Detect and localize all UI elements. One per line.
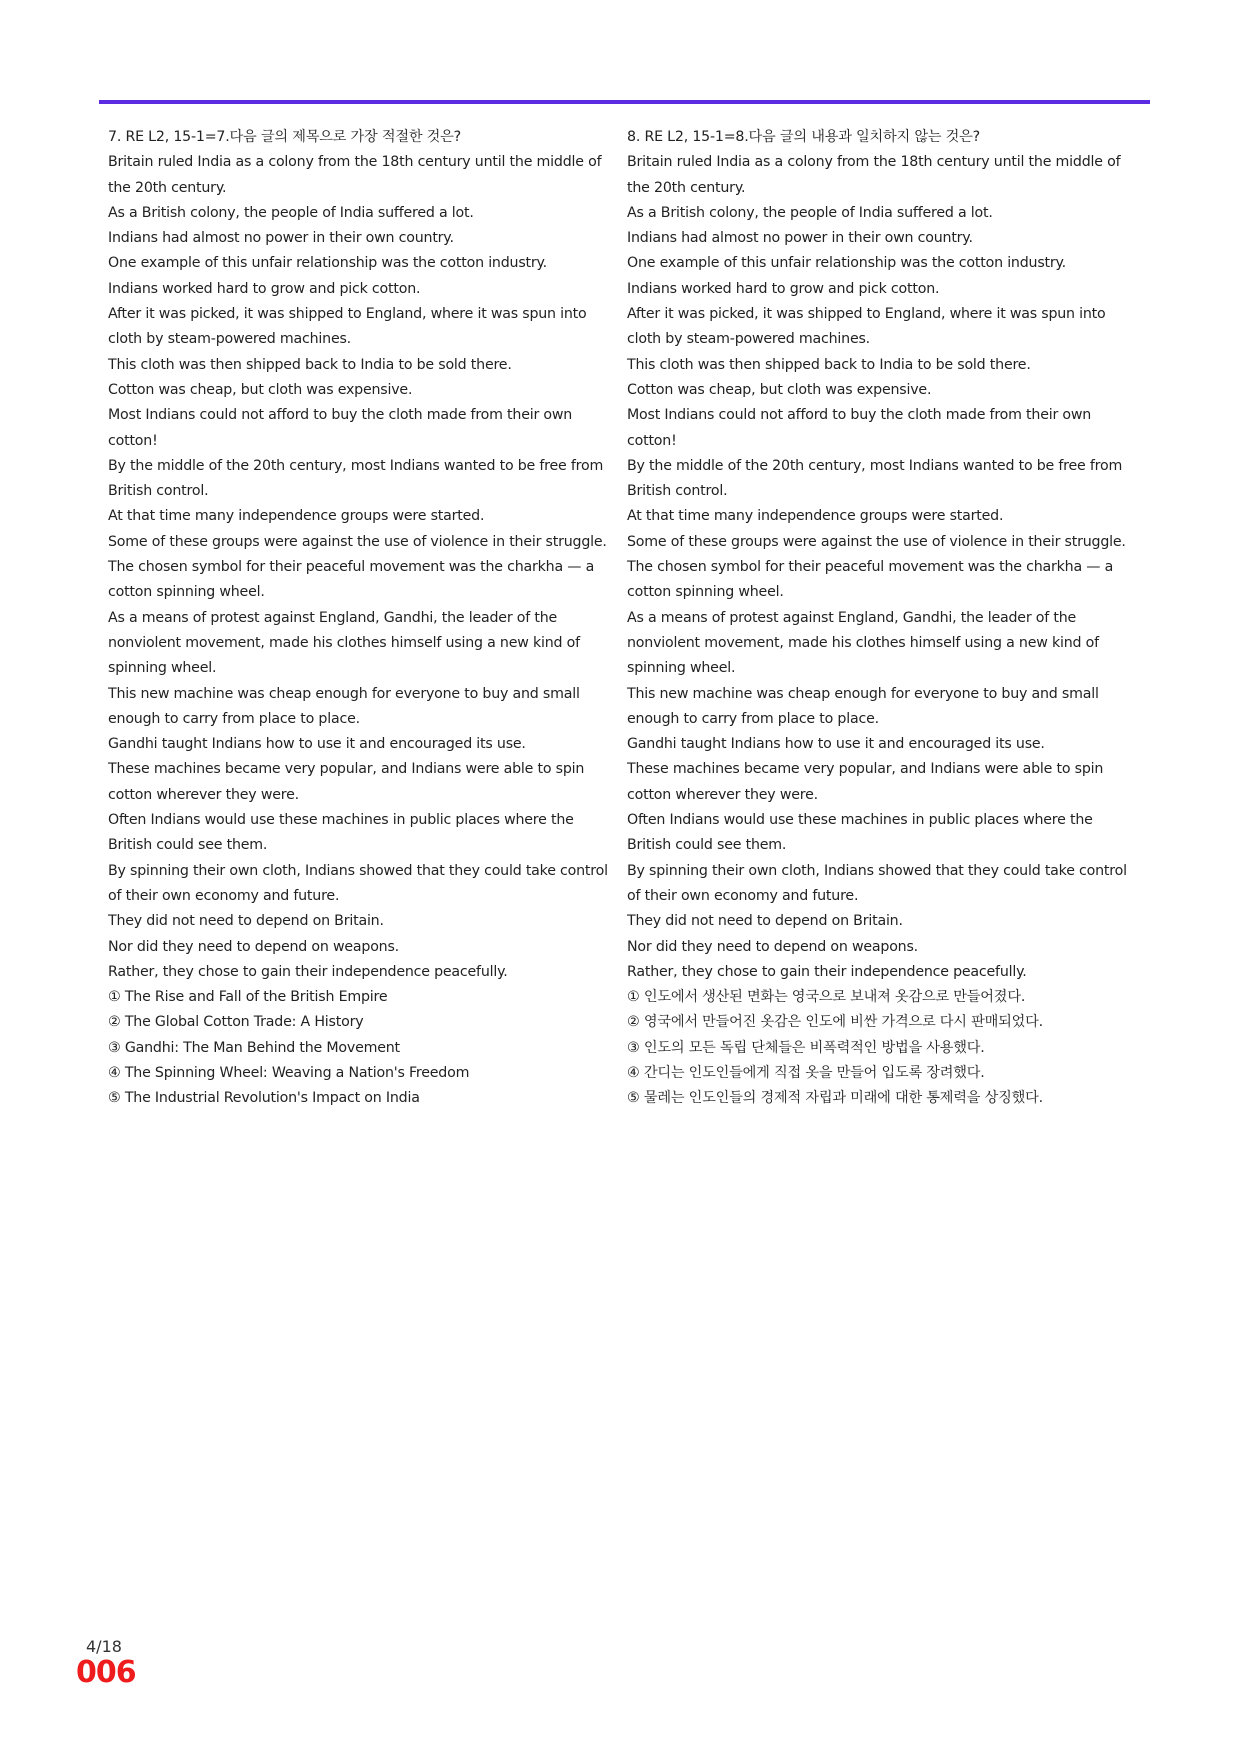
passage-line: Nor did they need to depend on weapons. (108, 938, 399, 955)
passage-line: Cotton was cheap, but cloth was expensive. (108, 381, 413, 398)
passage-line: Indians had almost no power in their own country. (108, 230, 454, 247)
passage-line: By the middle of the 20th century, most Indians wanted to be free from British control. (627, 457, 1123, 500)
passage-line: As a British colony, the people of India suffered a lot. (627, 204, 993, 221)
passage-line: These machines became very popular, and Indians were able to spin cotton wherever they were. (627, 761, 1104, 803)
passage-line: By spinning their own cloth, Indians showed that they could take control of their own economy and future. (627, 862, 1127, 904)
passage-line: Gandhi taught Indians how to use it and encouraged its use. (108, 736, 526, 753)
answer-option: ③ Gandhi: The Man Behind the Movement (108, 1039, 400, 1056)
passage-line: As a means of protest against England, Gandhi, the leader of the nonviolent movement, made his clothes himself using a new kind of spinning wheel. (108, 609, 580, 677)
passage-line: After it was picked, it was shipped to England, where it was spun into cloth by steam-powered machines. (627, 306, 1106, 348)
passage-line: At that time many independence groups were started. (108, 508, 485, 525)
answer-option: ① The Rise and Fall of the British Empire (108, 989, 388, 1006)
passage-line: One example of this unfair relationship was the cotton industry. (108, 255, 547, 272)
question-7-header: 7. RE L2, 15-1=7.다음 글의 제목으로 가장 적절한 것은? (108, 129, 462, 145)
passage-line: Some of these groups were against the use of violence in their struggle. (627, 533, 1126, 550)
passage-line: After it was picked, it was shipped to England, where it was spun into cloth by steam-powered machines. (108, 306, 587, 348)
passage-line: The chosen symbol for their peaceful movement was the charkha — a cotton spinning wheel. (108, 559, 595, 601)
passage-line: As a means of protest against England, Gandhi, the leader of the nonviolent movement, made his clothes himself using a new kind of spinning wheel. (627, 609, 1099, 677)
passage-line: Britain ruled India as a colony from the 18th century until the middle of the 20th century. (108, 154, 602, 196)
passage-line: The chosen symbol for their peaceful movement was the charkha — a cotton spinning wheel. (627, 559, 1114, 601)
question-8 (627, 125, 1137, 1112)
passage-line: This new machine was cheap enough for everyone to buy and small enough to carry from place to place. (627, 685, 1099, 727)
answer-option: ② The Global Cotton Trade: A History (108, 1014, 364, 1031)
passage-line: Nor did they need to depend on weapons. (627, 938, 918, 955)
answer-option: ① 인도에서 생산된 면화는 영국으로 보내져 옷감으로 만들어졌다. (627, 989, 1026, 1006)
passage-line: Gandhi taught Indians how to use it and encouraged its use. (627, 736, 1045, 753)
passage-line: Most Indians could not afford to buy the cloth made from their own cotton! (108, 407, 573, 449)
page-number: 4/18 (86, 1637, 122, 1656)
passage-line: One example of this unfair relationship was the cotton industry. (627, 255, 1066, 272)
passage-line: Often Indians would use these machines in public places where the British could see them. (108, 812, 574, 854)
passage-line: By the middle of the 20th century, most Indians wanted to be free from British control. (108, 457, 604, 500)
passage-line: By spinning their own cloth, Indians showed that they could take control of their own economy and future. (108, 862, 608, 904)
passage-line: Britain ruled India as a colony from the 18th century until the middle of the 20th century. (627, 154, 1121, 196)
passage-line: As a British colony, the people of India suffered a lot. (108, 204, 474, 221)
question-8-header: 8. RE L2, 15-1=8.다음 글의 내용과 일치하지 않는 것은? (627, 129, 981, 145)
passage-line: This cloth was then shipped back to India to be sold there. (627, 356, 1031, 373)
passage-line: Rather, they chose to gain their independence peacefully. (627, 963, 1027, 980)
passage-line: Most Indians could not afford to buy the cloth made from their own cotton! (627, 407, 1092, 449)
passage-line: Indians worked hard to grow and pick cotton. (627, 280, 940, 297)
answer-option: ② 영국에서 만들어진 옷감은 인도에 비싼 가격으로 다시 판매되었다. (627, 1014, 1043, 1031)
passage-line: This new machine was cheap enough for everyone to buy and small enough to carry from place to place. (108, 685, 580, 727)
answer-option: ⑤ 물레는 인도인들의 경제적 자립과 미래에 대한 통제력을 상징했다. (627, 1090, 1043, 1107)
passage-line: At that time many independence groups were started. (627, 508, 1004, 525)
passage-line: Often Indians would use these machines in public places where the British could see them. (627, 812, 1093, 854)
passage-line: These machines became very popular, and Indians were able to spin cotton wherever they were. (108, 761, 585, 803)
passage-line: Rather, they chose to gain their independence peacefully. (108, 963, 508, 980)
passage-line: They did not need to depend on Britain. (108, 913, 384, 930)
page-code: 006 (76, 1655, 136, 1690)
answer-option: ③ 인도의 모든 독립 단체들은 비폭력적인 방법을 사용했다. (627, 1039, 985, 1056)
passage-line: They did not need to depend on Britain. (627, 913, 903, 930)
passage-line: Cotton was cheap, but cloth was expensive. (627, 381, 932, 398)
header-rule (99, 100, 1150, 104)
passage-line: Some of these groups were against the use of violence in their struggle. (108, 533, 607, 550)
answer-option: ⑤ The Industrial Revolution's Impact on India (108, 1090, 420, 1107)
passage-line: This cloth was then shipped back to India to be sold there. (108, 356, 512, 373)
answer-option: ④ The Spinning Wheel: Weaving a Nation's Freedom (108, 1064, 470, 1081)
question-7 (108, 125, 618, 1112)
answer-option: ④ 간디는 인도인들에게 직접 옷을 만들어 입도록 장려했다. (627, 1064, 985, 1081)
passage-line: Indians had almost no power in their own country. (627, 230, 973, 247)
passage-line: Indians worked hard to grow and pick cotton. (108, 280, 421, 297)
